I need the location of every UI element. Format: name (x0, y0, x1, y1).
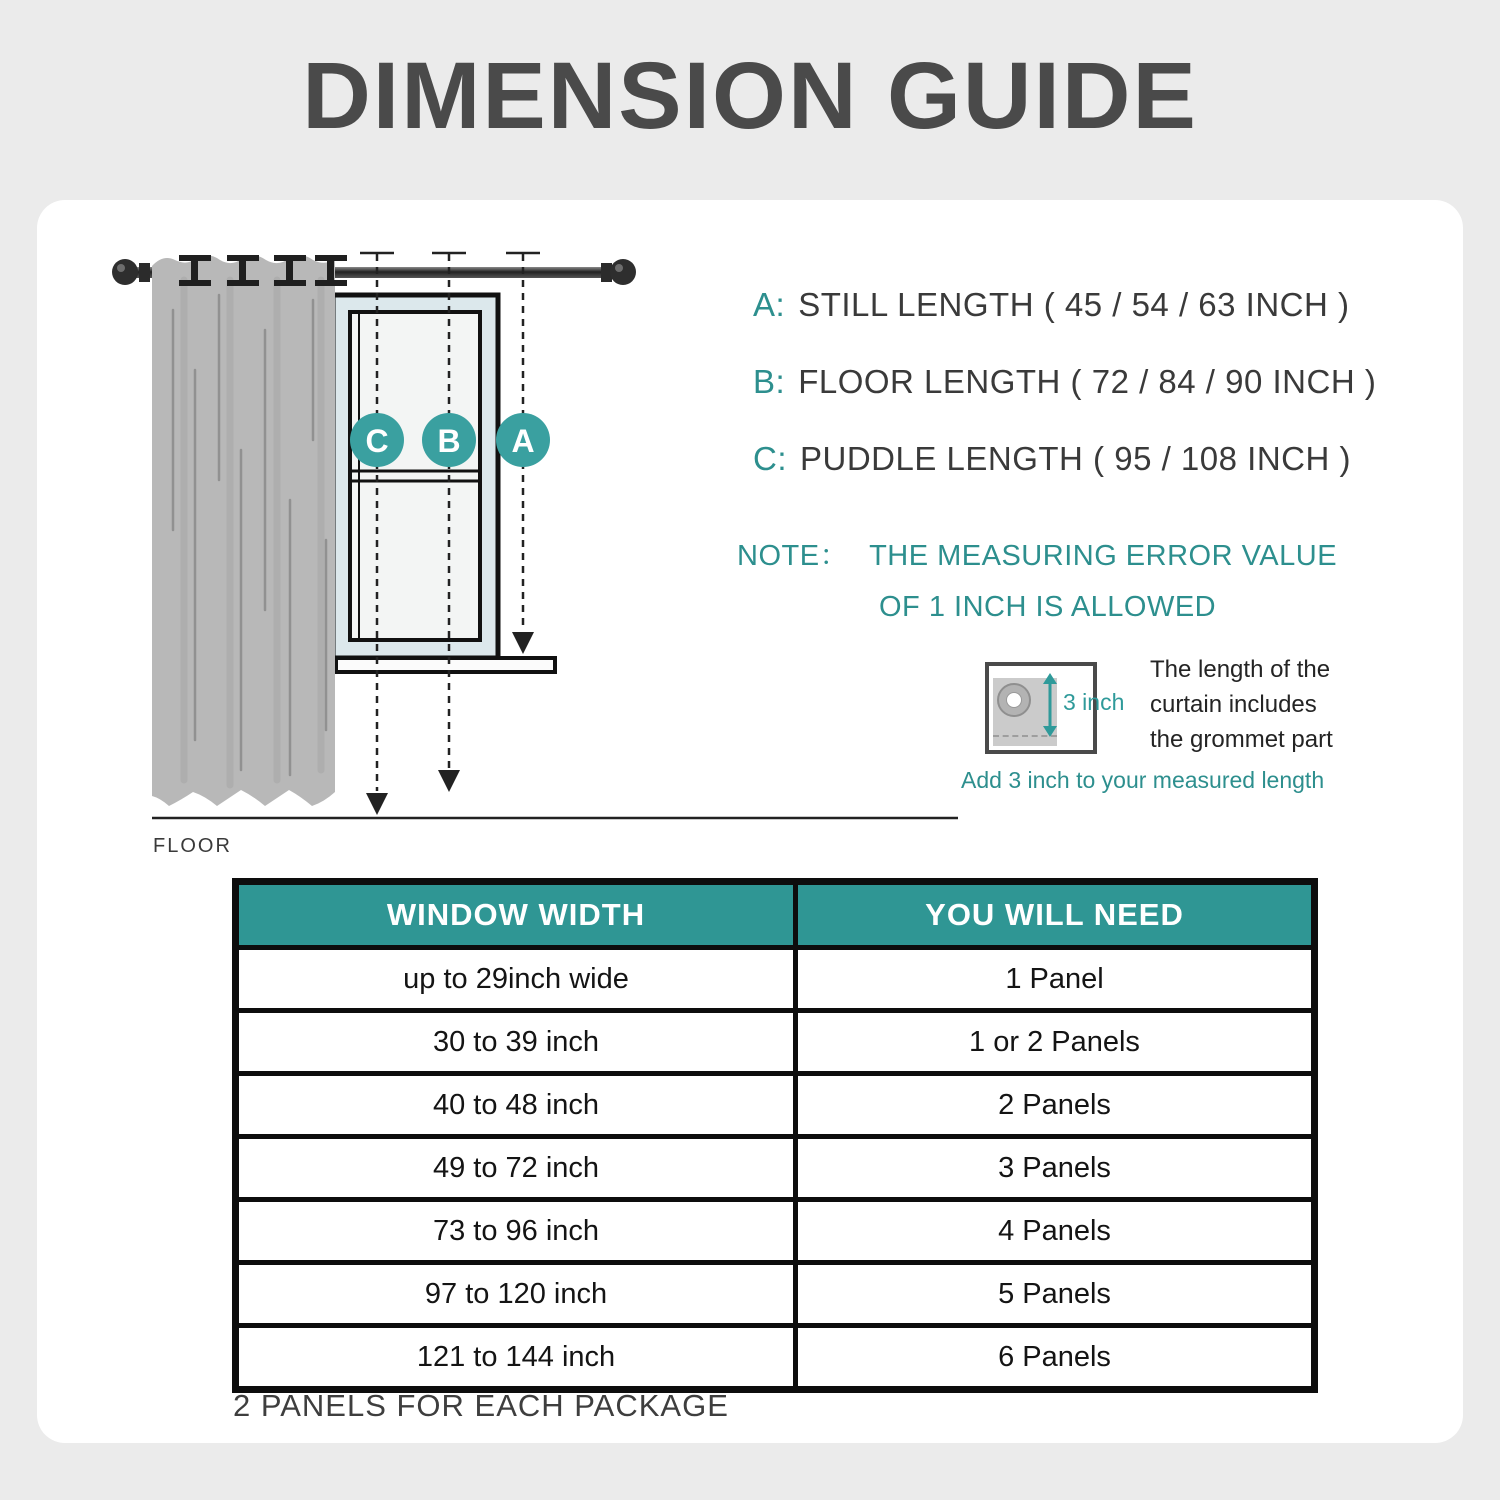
floor-label: FLOOR (153, 835, 232, 857)
cell-width: 73 to 96 inch (236, 1200, 796, 1263)
legend-item-c (753, 440, 1351, 478)
arrowhead-c (366, 793, 388, 815)
legend-item-a (753, 286, 1349, 324)
three-inch-arrow (1037, 670, 1063, 740)
table-row (236, 1074, 1315, 1137)
grommet-ring (997, 683, 1031, 717)
table-row (236, 1326, 1315, 1390)
cell-panels: 6 Panels (796, 1326, 1315, 1390)
legend-key-a: A: (753, 286, 786, 323)
cell-width: 97 to 120 inch (236, 1263, 796, 1326)
legend-label-a: STILL LENGTH ( 45 / 54 / 63 INCH ) (798, 286, 1350, 323)
arrowhead-b (438, 770, 460, 792)
measure-markers (350, 413, 550, 467)
cell-width: 49 to 72 inch (236, 1137, 796, 1200)
cell-panels: 1 Panel (796, 948, 1315, 1011)
legend-key-b: B: (753, 363, 786, 400)
header-window-width: WINDOW WIDTH (236, 882, 796, 948)
note-line1: THE MEASURING ERROR VALUE (869, 540, 1338, 572)
grommet-figure (985, 662, 1125, 754)
cell-width: up to 29inch wide (236, 948, 796, 1011)
cell-panels: 1 or 2 Panels (796, 1011, 1315, 1074)
header-you-will-need: YOU WILL NEED (796, 882, 1315, 948)
marker-letter-c: C (365, 423, 389, 459)
add-length-tip: Add 3 inch to your measured length (961, 767, 1325, 793)
measuring-note (737, 533, 1337, 624)
page-title: DIMENSION GUIDE (302, 43, 1198, 149)
curtain-panel (152, 255, 347, 806)
marker-letter-b: B (437, 423, 461, 459)
marker-letter-a: A (511, 423, 535, 459)
table-row (236, 1200, 1315, 1263)
cell-width: 40 to 48 inch (236, 1074, 796, 1137)
grommet-desc-line1: The length of the (1150, 656, 1331, 683)
grommet-description (1150, 652, 1333, 757)
rod-finial-left (112, 259, 138, 285)
content-card (37, 200, 1463, 1443)
note-prefix: NOTE： (737, 540, 850, 572)
cell-width: 30 to 39 inch (236, 1011, 796, 1074)
legend-label-b: FLOOR LENGTH ( 72 / 84 / 90 INCH ) (798, 363, 1377, 400)
grommet-desc-line3: the grommet part (1150, 726, 1333, 753)
legend-key-c: C: (753, 440, 787, 477)
window-sill (336, 658, 555, 672)
cell-panels: 4 Panels (796, 1200, 1315, 1263)
arrowhead-a (512, 632, 534, 654)
cell-panels: 2 Panels (796, 1074, 1315, 1137)
grommet-desc-line2: curtain includes (1150, 691, 1317, 718)
legend-label-c: PUDDLE LENGTH ( 95 / 108 INCH ) (800, 440, 1351, 477)
cell-width: 121 to 144 inch (236, 1326, 796, 1390)
table-row (236, 1137, 1315, 1200)
package-note: 2 PANELS FOR EACH PACKAGE (233, 1388, 729, 1423)
cell-panels: 5 Panels (796, 1263, 1315, 1326)
legend-item-b (753, 363, 1376, 401)
table-row (236, 1011, 1315, 1074)
window-illustration (333, 295, 498, 658)
table-header-row (236, 882, 1315, 948)
table-row (236, 1263, 1315, 1326)
rod-finial-right (610, 259, 636, 285)
panel-size-table (232, 878, 1318, 1393)
table-row (236, 948, 1315, 1011)
note-line2: OF 1 INCH IS ALLOWED (879, 591, 1217, 623)
cell-panels: 3 Panels (796, 1137, 1315, 1200)
three-inch-label: 3 inch (1063, 689, 1125, 715)
